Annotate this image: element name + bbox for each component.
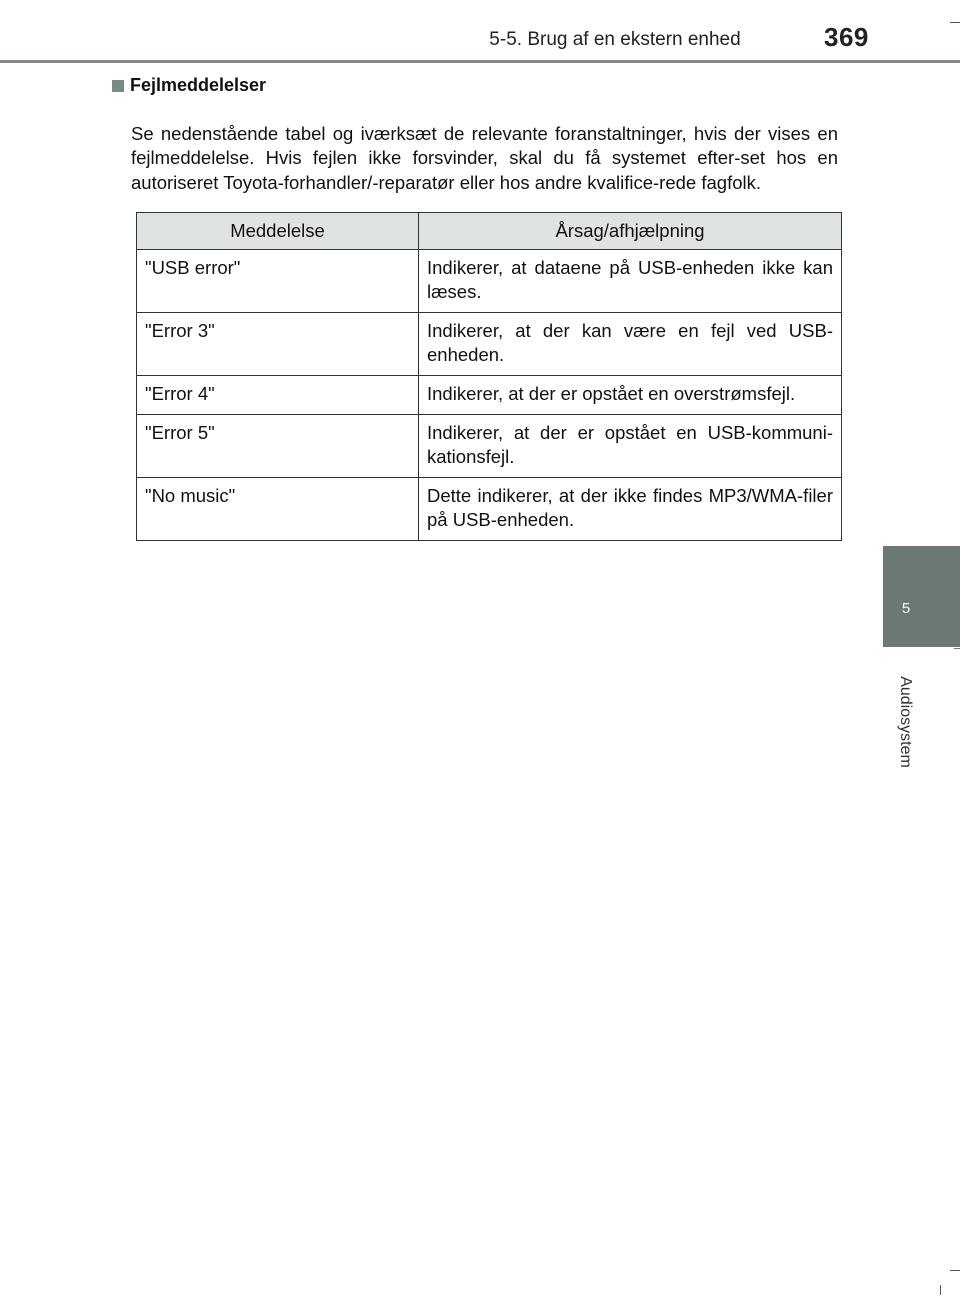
cause-cell: Indikerer, at der er opstået en USB-kommuni-kationsfejl.: [419, 415, 842, 478]
table-row: [137, 415, 842, 478]
error-message-table: [136, 212, 842, 541]
cause-cell: Indikerer, at der er opstået en overstrømsfejl.: [419, 376, 842, 415]
section-heading: [112, 75, 266, 96]
message-cell: "USB error": [137, 250, 419, 313]
table-row: [137, 313, 842, 376]
table-header-row: [137, 213, 842, 250]
running-header-title: 5-5. Brug af en ekstern enhed: [489, 29, 741, 50]
chapter-tab-label: Audiosystem: [897, 676, 914, 768]
cause-cell: Indikerer, at der kan være en fejl ved USB-enheden.: [419, 313, 842, 376]
chapter-tab-divider: [954, 648, 960, 649]
crop-mark: [950, 1270, 960, 1271]
message-cell: "Error 4": [137, 376, 419, 415]
column-header-cause: Årsag/afhjælpning: [419, 213, 842, 250]
chapter-tab-number: 5: [901, 600, 911, 617]
message-cell: "No music": [137, 478, 419, 541]
square-bullet-icon: [112, 80, 124, 92]
crop-mark: [950, 22, 960, 23]
page-number: 369: [824, 22, 869, 52]
table-row: [137, 478, 842, 541]
table-row: [137, 250, 842, 313]
table-row: [137, 376, 842, 415]
message-cell: "Error 5": [137, 415, 419, 478]
cause-cell: Dette indikerer, at der ikke findes MP3/WMA-filer på USB-enheden.: [419, 478, 842, 541]
header-rule: [0, 60, 960, 63]
chapter-tab: [883, 546, 960, 647]
cause-cell: Indikerer, at dataene på USB-enheden ikke kan læses.: [419, 250, 842, 313]
message-cell: "Error 3": [137, 313, 419, 376]
crop-mark: [940, 1285, 941, 1295]
intro-paragraph: Se nedenstående tabel og iværksæt de relevante foranstaltninger, hvis der vises en fejlmeddelelse. Hvis fejlen ikke forsvinder, skal du få systemet efter-set hos en autoriseret Toyota-forhandler/-reparatør eller hos andre kvalifice-rede fagfolk.: [131, 122, 838, 193]
section-heading-text: Fejlmeddelelser: [130, 75, 267, 95]
column-header-message: Meddelelse: [137, 213, 419, 250]
